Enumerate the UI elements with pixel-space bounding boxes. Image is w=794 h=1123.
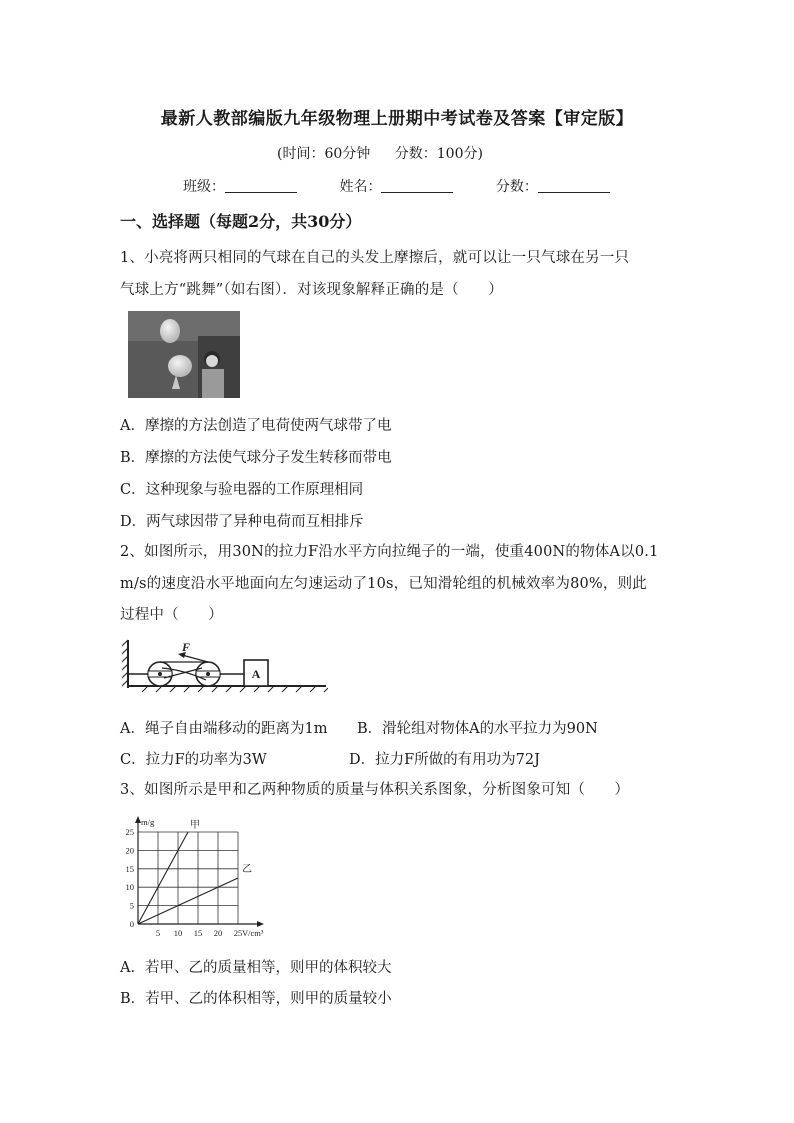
y-tick-label: 10 — [125, 882, 134, 893]
series-label-1: 甲 — [190, 820, 200, 831]
q2-option-a: A．绳子自由端移动的距离为1m — [120, 721, 328, 737]
y-tick-label: 0 — [129, 919, 134, 929]
q1-option-b: B．摩擦的方法使气球分子发生转移而带电 — [120, 450, 392, 466]
exam-time: (时间：60分钟 — [277, 146, 371, 162]
page-title: 最新人教部编版九年级物理上册期中考试卷及答案【审定版】 — [160, 109, 634, 129]
q3-stem-line1: 3、如图所示是甲和乙两种物质的质量与体积关系图象，分析图象可知（ ） — [120, 782, 630, 798]
exam-score-total: 分数：100分) — [394, 146, 483, 162]
y-axis-label: m/g — [141, 817, 155, 827]
balloon-photo — [128, 311, 240, 398]
x-tick-label: 5 — [155, 928, 161, 938]
score-label: 分数： — [495, 179, 538, 195]
score-blank — [538, 178, 610, 193]
q2-option-b: B．滑轮组对物体A的水平拉力为90N — [357, 721, 598, 737]
series-line-1 — [138, 832, 188, 924]
q1-option-a: A．摩擦的方法创造了电荷使两气球带了电 — [120, 418, 392, 434]
q2-stem-line1: 2、如图所示，用30N的拉力F沿水平方向拉绳子的一端，使重400N的物体A以0.1 — [120, 544, 659, 560]
q1-stem-line1: 1、小亮将两只相同的气球在自己的头发上摩擦后，就可以让一只气球在另一只 — [120, 250, 630, 266]
section-heading: 一、选择题（每题2分，共30分） — [120, 212, 362, 231]
force-label: F — [182, 640, 191, 654]
x-tick-label: 20 — [213, 928, 223, 938]
x-tick-label: 15 — [193, 928, 203, 938]
pulley-diagram — [122, 638, 328, 698]
q2-option-c: C．拉力F的功率为3W — [120, 752, 267, 768]
student-info-row — [183, 176, 648, 196]
class-blank — [225, 178, 297, 193]
q1-option-c: C．这种现象与验电器的工作原理相同 — [120, 482, 364, 498]
y-tick-label: 15 — [125, 863, 134, 874]
x-axis-label: V/cm³ — [242, 928, 264, 938]
q2-stem-line3: 过程中（ ） — [120, 607, 223, 623]
name-label: 姓名： — [339, 179, 382, 195]
q1-option-d: D．两气球因带了异种电荷而互相排斥 — [120, 514, 364, 530]
x-tick-label: 10 — [173, 928, 183, 938]
q2-option-d: D．拉力F所做的有用功为72J — [349, 752, 540, 768]
q2-stem-line2: m/s的速度沿水平地面向左匀速运动了10s，已知滑轮组的机械效率为80%，则此 — [120, 576, 647, 592]
exam-meta — [0, 143, 760, 163]
q3-option-a: A．若甲、乙的质量相等，则甲的体积较大 — [120, 960, 392, 976]
y-tick-label: 20 — [125, 845, 134, 856]
y-tick-label: 5 — [129, 900, 134, 911]
q3-option-b: B．若甲、乙的体积相等，则甲的质量较小 — [120, 991, 392, 1007]
x-axis-arrow — [257, 921, 264, 927]
block-label: A — [251, 667, 261, 681]
q1-stem-line2: 气球上方“跳舞”（如右图）．对该现象解释正确的是（ ） — [120, 282, 503, 298]
mass-volume-chart — [110, 810, 280, 946]
name-blank — [381, 178, 453, 193]
y-tick-label: 25 — [125, 827, 134, 837]
class-label: 班级： — [183, 179, 225, 195]
series-label-2: 乙 — [242, 864, 252, 875]
series-line-2 — [138, 878, 238, 924]
x-tick-label: 25 — [233, 928, 243, 938]
